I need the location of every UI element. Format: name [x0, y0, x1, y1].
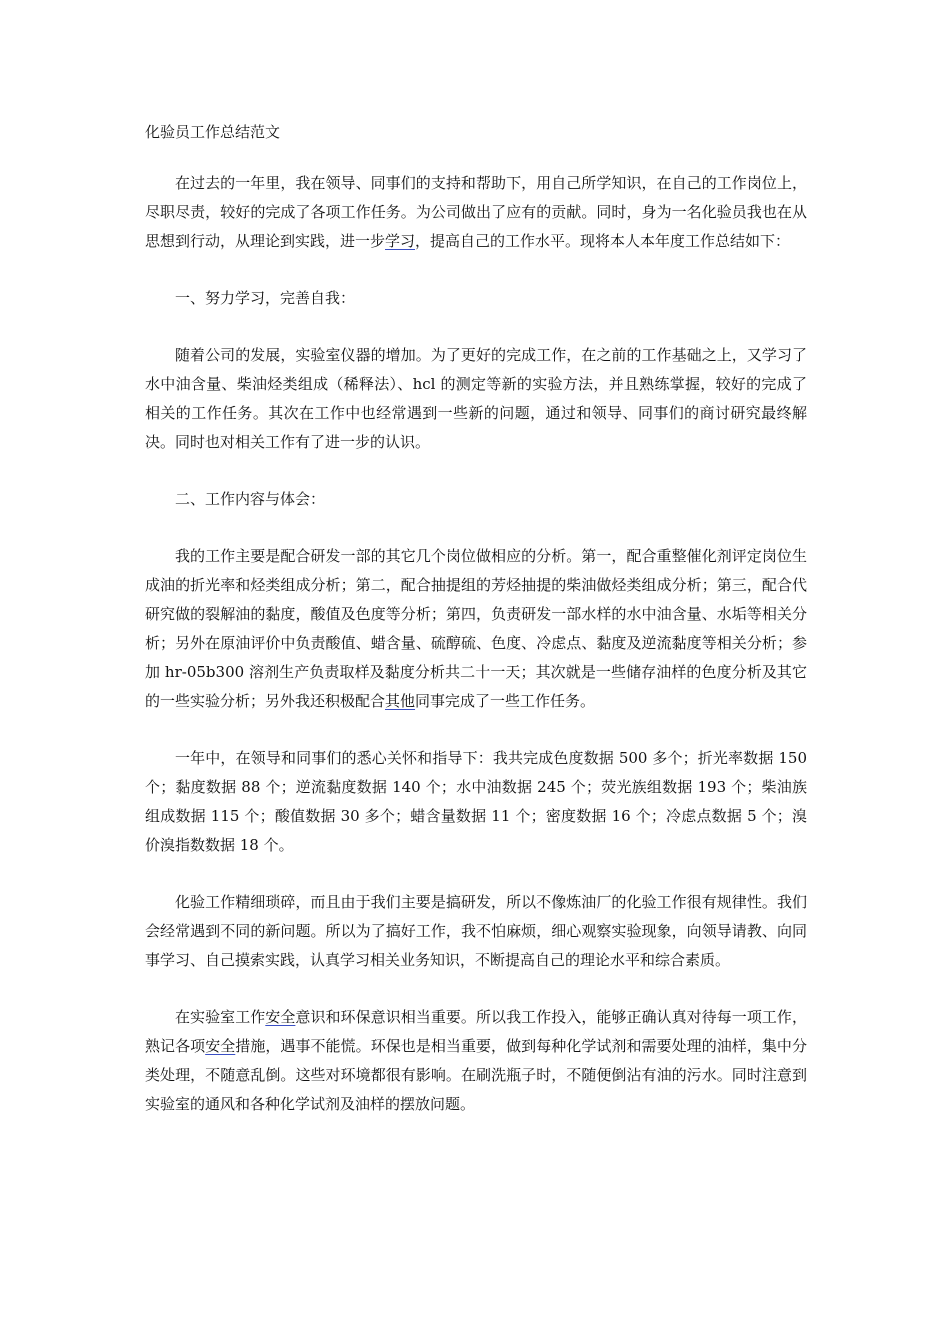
paragraph-text: 我的工作主要是配合研发一部的其它几个岗位做相应的分析。第一，配合重整催化剂评定岗位生成油的折光率和烃类组成分析；第二，配合抽提组的芳烃抽提的柴油做烃类组成分析；第三，配合代研究做的裂解油的黏度，酸值及色度等分析；第四，负责研发一部水样的水中油含量、水垢等相关分析；另外在原油评价中负责酸值、蜡含量、硫醇硫、色度、冷虑点、黏度及逆流黏度等相关分析；参加 hr-05b300 溶剂生产负责取样及黏度分析共二十一天；其次就是一些储存油样的色度分析及其它的一些实验分析；另外我还积极配合	[145, 547, 807, 710]
document-body	[145, 118, 807, 1147]
paragraph-work-content	[145, 542, 807, 716]
paragraph-intro	[145, 169, 807, 256]
link-safety-1[interactable]: 安全	[265, 1008, 296, 1026]
section-heading-1: 一、努力学习，完善自我：	[175, 289, 356, 307]
link-other[interactable]: 其他	[385, 692, 416, 710]
paragraph-text: 在实验室工作	[175, 1008, 266, 1026]
paragraph-learning: 随着公司的发展，实验室仪器的增加。为了更好的完成工作，在之前的工作基础之上，又学习了水中油含量、柴油烃类组成（稀释法）、hcl 的测定等新的实验方法，并且熟练掌握，较好的完成了相关的工作任务。其次在工作中也经常遇到一些新的问题，通过和领导、同事们的商讨研究最终解决。同时也对相关工作有了进一步的认识。	[145, 346, 807, 451]
paragraph-safety	[145, 1003, 807, 1119]
paragraph-text: 措施，遇事不能慌。环保也是相当重要，做到每种化学试剂和需要处理的油样，集中分类处理，不随意乱倒。这些对环境都很有影响。在刷洗瓶子时，不随便倒沾有油的污水。同时注意到实验室的通风和各种化学试剂及油样的摆放问题。	[145, 1037, 807, 1113]
paragraph-statistics: 一年中，在领导和同事们的悉心关怀和指导下：我共完成色度数据 500 多个；折光率数据 150 个；黏度数据 88 个；逆流黏度数据 140 个；水中油数据 245 个；荧光族组数据 193 个；柴油族组成数据 115 个；酸值数据 30 多个；蜡含量数据 11 个；密度数据 16 个；冷虑点数据 5 个；溴价溴指数数据 18 个。	[145, 749, 807, 854]
document-title: 化验员工作总结范文	[145, 123, 281, 141]
paragraph-attitude: 化验工作精细琐碎，而且由于我们主要是搞研发，所以不像炼油厂的化验工作很有规律性。我们会经常遇到不同的新问题。所以为了搞好工作，我不怕麻烦，细心观察实验现象，向领导请教、向同事学习、自己摸索实践，认真学习相关业务知识，不断提高自己的理论水平和综合素质。	[145, 893, 807, 969]
link-study[interactable]: 学习	[385, 232, 416, 250]
link-safety-2[interactable]: 安全	[205, 1037, 236, 1055]
paragraph-text: ，提高自己的工作水平。现将本人本年度工作总结如下：	[415, 232, 791, 250]
paragraph-text: 意识和环保意识相当重要。所以我工作投入，能够正确认真对待每一项工作，熟记各项	[145, 1008, 807, 1055]
paragraph-text: 同事完成了一些工作任务。	[415, 692, 596, 710]
paragraph-text: 在过去的一年里，我在领导、同事们的支持和帮助下，用自己所学知识，在自己的工作岗位上，尽职尽责，较好的完成了各项工作任务。为公司做出了应有的贡献。同时，身为一名化验员我也在从思想到行动，从理论到实践，进一步	[145, 174, 807, 250]
section-heading-2: 二、工作内容与体会：	[175, 490, 326, 508]
